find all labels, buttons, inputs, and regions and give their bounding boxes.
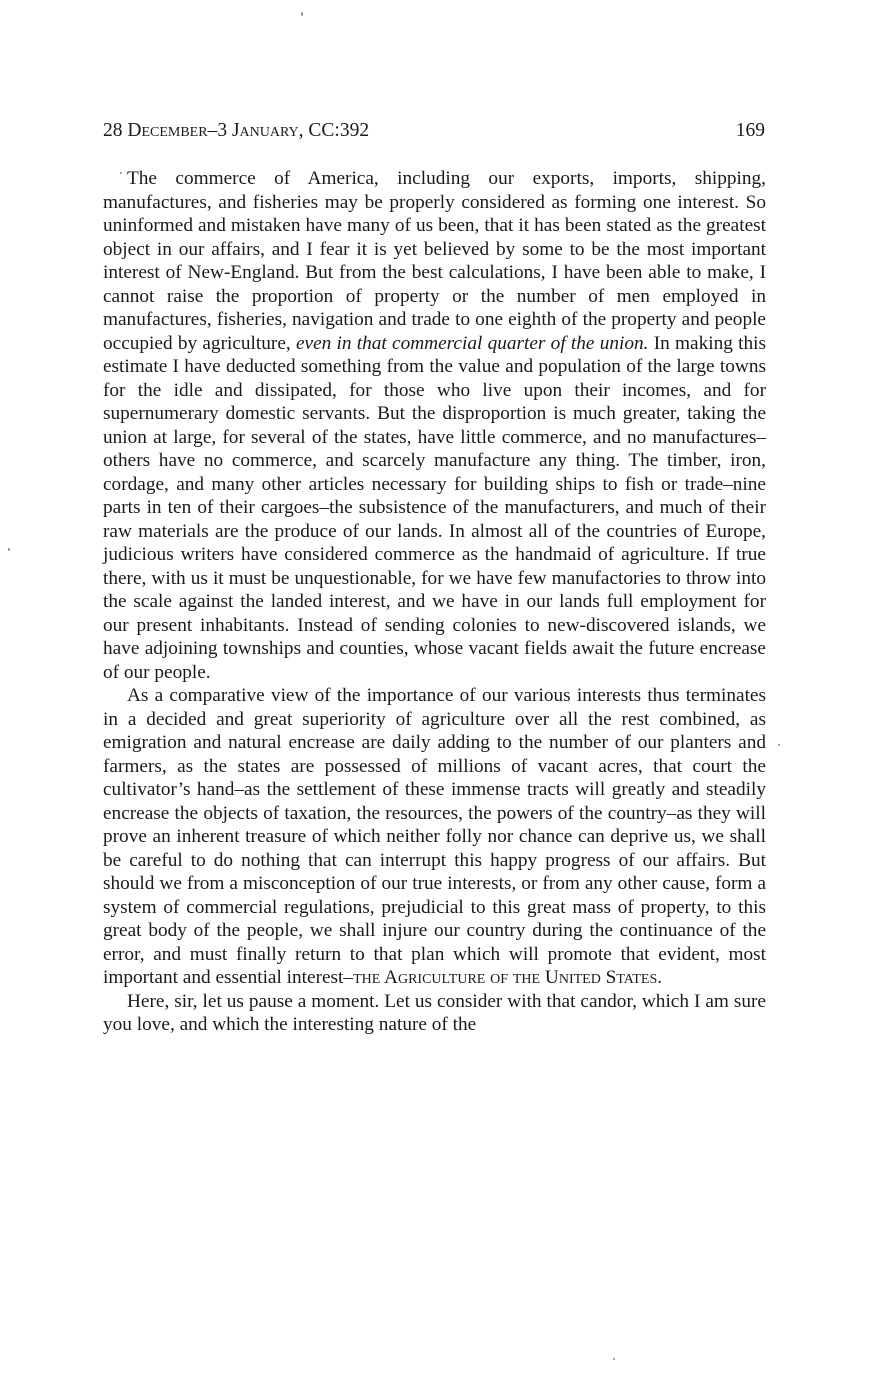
paper-speck <box>301 12 303 16</box>
running-head <box>103 118 765 144</box>
paragraph-text: The commerce of America, including our exports, imports, shipping, manufactures, and fisheries may be properly considered as forming one interest. So uninformed and mistaken have many of us been, that it has been stated as the greatest object in our affairs, and I fear it is yet believed by some to be the most important interest of New-England. But from the best calculations, I have been able to make, I cannot raise the proportion of property or the number of men employed in manufactures, fisheries, navigation and trade to one eighth of the property and people occupied by agriculture, <box>103 168 766 354</box>
paper-speck <box>778 744 780 746</box>
paper-speck <box>120 172 122 174</box>
running-head-date-range: 28 December–3 January <box>103 120 299 141</box>
paragraph-text: Here, sir, let us pause a moment. Let us consider with that candor, which I am sure you love, and which the interesting nature of the <box>103 990 766 1035</box>
paragraph-commerce <box>103 167 766 684</box>
small-caps-phrase: the Agriculture of the United States. <box>353 967 663 988</box>
paragraph-text: In making this estimate I have deducted something from the value and population of the large towns for the idle and dissipated, for those who live upon their incomes, and for supernumerary domestic servants. But the disproportion is much greater, taking the union at large, for several of the states, have little commerce, and no manufactures–others have no commerce, and scarcely manufacture any thing. The timber, iron, cordage, and many other articles necessary for building ships to fish or trade–nine parts in ten of their cargoes–the subsistence of the manufacturers, and much of their raw materials are the produce of our lands. In almost all of the countries of Europe, judicious writers have considered commerce as the handmaid of agriculture. If true there, with us it must be unquestionable, for we have few manufactories to throw into the scale against the landed interest, and we have in our lands full employment for our present inhabitants. Instead of sending colonies to new-discovered islands, we have adjoining townships and counties, whose vacant fields await the future encrease of our people. <box>103 332 766 683</box>
paragraph-agriculture <box>103 684 766 990</box>
page-number: 169 <box>735 120 765 141</box>
running-head-reference <box>103 118 369 144</box>
body-text <box>103 167 766 1037</box>
paragraph-pause <box>103 990 766 1037</box>
italic-phrase: even in that commercial quarter of the union. <box>295 332 649 354</box>
paper-speck <box>613 1358 615 1360</box>
paragraph-text: As a comparative view of the importance of our various interests thus terminates in a decided and great superiority of agriculture over all the rest combined, as emigration and natural encrease are daily adding to the number of our planters and farmers, as the states are possessed of millions of vacant acres, that court the cultivator’s hand–as the settlement of these immense tracts will greatly and steadily encrease the objects of taxation, the resources, the powers of the country–as they will prove an inherent treasure of which neither folly nor chance can deprive us, we shall be careful to do nothing that can interrupt this happy progress of our affairs. But should we from a misconception of our true interests, or from any other cause, form a system of commercial regulations, prejudicial to this great mass of property, to this great body of the people, we shall injure our country during the continuance of the error, and must finally return to that plan which will promote that evident, most important and essential interest– <box>103 685 766 988</box>
running-head-doc-ref: , CC:392 <box>298 120 370 141</box>
paper-speck <box>8 548 10 551</box>
